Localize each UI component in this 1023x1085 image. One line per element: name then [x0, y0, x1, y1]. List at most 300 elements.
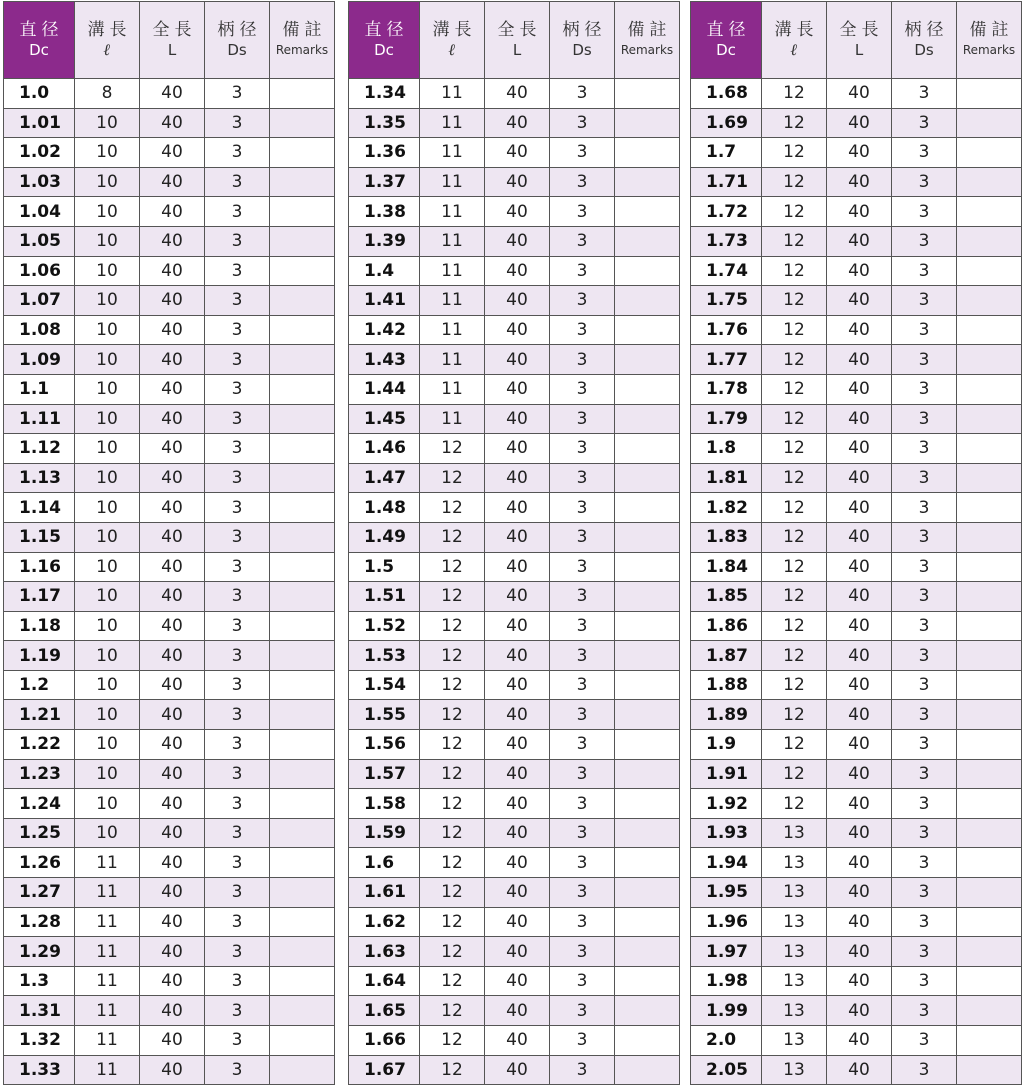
shank-diameter-cell: 3	[892, 463, 957, 493]
overall-length-cell: 40	[485, 937, 550, 967]
remarks-cell	[615, 522, 680, 552]
header-overall-length	[827, 2, 892, 79]
overall-length-cell: 40	[827, 286, 892, 316]
table-row	[4, 700, 335, 730]
overall-length-cell: 40	[827, 1055, 892, 1085]
remarks-cell	[615, 463, 680, 493]
overall-length-cell: 40	[140, 1055, 205, 1085]
diameter-cell: 1.77	[691, 345, 762, 375]
diameter-cell: 1.73	[691, 226, 762, 256]
remarks-cell	[270, 907, 335, 937]
header-flute-length-jp: 溝長	[432, 20, 477, 40]
diameter-cell: 1.79	[691, 404, 762, 434]
shank-diameter-cell: 3	[205, 345, 270, 375]
table-row	[349, 315, 680, 345]
overall-length-cell: 40	[827, 552, 892, 582]
diameter-cell: 1.43	[349, 345, 420, 375]
diameter-cell: 1.81	[691, 463, 762, 493]
diameter-cell: 1.03	[4, 167, 75, 197]
overall-length-cell: 40	[827, 138, 892, 168]
diameter-cell: 1.92	[691, 789, 762, 819]
diameter-cell: 2.05	[691, 1055, 762, 1085]
table-row	[4, 1055, 335, 1085]
table-row	[4, 641, 335, 671]
remarks-cell	[615, 374, 680, 404]
flute-length-cell: 10	[75, 138, 140, 168]
diameter-cell: 1.24	[4, 789, 75, 819]
remarks-cell	[957, 700, 1022, 730]
remarks-cell	[615, 345, 680, 375]
overall-length-cell: 40	[485, 582, 550, 612]
shank-diameter-cell: 3	[550, 226, 615, 256]
diameter-cell: 1.27	[4, 878, 75, 908]
table-row	[691, 670, 1022, 700]
overall-length-cell: 40	[485, 167, 550, 197]
table-row	[691, 966, 1022, 996]
overall-length-cell: 40	[485, 552, 550, 582]
diameter-cell: 1.06	[4, 256, 75, 286]
overall-length-cell: 40	[827, 848, 892, 878]
diameter-cell: 1.3	[4, 966, 75, 996]
remarks-cell	[615, 789, 680, 819]
flute-length-cell: 10	[75, 759, 140, 789]
overall-length-cell: 40	[827, 108, 892, 138]
flute-length-cell: 10	[75, 374, 140, 404]
shank-diameter-cell: 3	[550, 167, 615, 197]
remarks-cell	[270, 552, 335, 582]
table-row	[691, 315, 1022, 345]
table-row	[349, 1055, 680, 1085]
table-row	[349, 759, 680, 789]
diameter-cell: 1.16	[4, 552, 75, 582]
flute-length-cell: 11	[420, 374, 485, 404]
flute-length-cell: 12	[762, 345, 827, 375]
header-overall-length	[485, 2, 550, 79]
remarks-cell	[957, 286, 1022, 316]
diameter-cell: 1.51	[349, 582, 420, 612]
shank-diameter-cell: 3	[892, 374, 957, 404]
diameter-cell: 1.8	[691, 434, 762, 464]
flute-length-cell: 12	[762, 434, 827, 464]
table-row	[349, 167, 680, 197]
shank-diameter-cell: 3	[205, 552, 270, 582]
diameter-cell: 1.95	[691, 878, 762, 908]
remarks-cell	[270, 730, 335, 760]
shank-diameter-cell: 3	[892, 79, 957, 109]
overall-length-cell: 40	[140, 404, 205, 434]
flute-length-cell: 12	[762, 404, 827, 434]
diameter-cell: 1.33	[4, 1055, 75, 1085]
flute-length-cell: 13	[762, 878, 827, 908]
diameter-cell: 1.82	[691, 493, 762, 523]
diameter-cell: 1.83	[691, 522, 762, 552]
shank-diameter-cell: 3	[892, 878, 957, 908]
table-row	[349, 108, 680, 138]
shank-diameter-cell: 3	[205, 374, 270, 404]
flute-length-cell: 11	[420, 197, 485, 227]
shank-diameter-cell: 3	[892, 226, 957, 256]
diameter-cell: 1.39	[349, 226, 420, 256]
diameter-cell: 1.67	[349, 1055, 420, 1085]
remarks-cell	[270, 848, 335, 878]
remarks-cell	[270, 582, 335, 612]
header-overall-length-jp: 全長	[152, 20, 197, 40]
header-flute-length	[762, 2, 827, 79]
header-flute-length-jp: 溝長	[774, 20, 819, 40]
diameter-cell: 1.28	[4, 907, 75, 937]
table-row	[349, 374, 680, 404]
overall-length-cell: 40	[827, 79, 892, 109]
shank-diameter-cell: 3	[550, 256, 615, 286]
shank-diameter-cell: 3	[550, 996, 615, 1026]
overall-length-cell: 40	[485, 315, 550, 345]
shank-diameter-cell: 3	[205, 1055, 270, 1085]
table-row	[349, 256, 680, 286]
table-row	[349, 226, 680, 256]
shank-diameter-cell: 3	[550, 789, 615, 819]
remarks-cell	[615, 818, 680, 848]
overall-length-cell: 40	[827, 700, 892, 730]
flute-length-cell: 8	[75, 79, 140, 109]
header-diameter-en: Dc	[374, 41, 394, 59]
remarks-cell	[270, 1055, 335, 1085]
remarks-cell	[270, 611, 335, 641]
diameter-cell: 1.32	[4, 1026, 75, 1056]
diameter-cell: 1.02	[4, 138, 75, 168]
shank-diameter-cell: 3	[205, 167, 270, 197]
flute-length-cell: 12	[420, 434, 485, 464]
overall-length-cell: 40	[827, 907, 892, 937]
header-remarks	[270, 2, 335, 79]
table-row	[4, 108, 335, 138]
diameter-cell: 1.45	[349, 404, 420, 434]
table-row	[691, 79, 1022, 109]
header-overall-length-jp: 全長	[497, 20, 542, 40]
table-row	[349, 493, 680, 523]
shank-diameter-cell: 3	[550, 1026, 615, 1056]
flute-length-cell: 11	[420, 256, 485, 286]
shank-diameter-cell: 3	[205, 286, 270, 316]
remarks-cell	[270, 374, 335, 404]
overall-length-cell: 40	[485, 641, 550, 671]
flute-length-cell: 12	[762, 197, 827, 227]
overall-length-cell: 40	[827, 730, 892, 760]
header-flute-length	[75, 2, 140, 79]
table-row	[4, 256, 335, 286]
overall-length-cell: 40	[827, 818, 892, 848]
overall-length-cell: 40	[827, 463, 892, 493]
remarks-cell	[615, 848, 680, 878]
flute-length-cell: 10	[75, 226, 140, 256]
flute-length-cell: 10	[75, 404, 140, 434]
shank-diameter-cell: 3	[550, 907, 615, 937]
table-row	[691, 996, 1022, 1026]
diameter-cell: 1.84	[691, 552, 762, 582]
header-shank-diameter	[205, 2, 270, 79]
remarks-cell	[615, 256, 680, 286]
flute-length-cell: 13	[762, 1026, 827, 1056]
overall-length-cell: 40	[827, 374, 892, 404]
overall-length-cell: 40	[140, 108, 205, 138]
remarks-cell	[957, 937, 1022, 967]
table-row	[691, 226, 1022, 256]
flute-length-cell: 12	[420, 848, 485, 878]
header-shank-diameter-jp: 柄径	[904, 20, 949, 40]
flute-length-cell: 12	[420, 759, 485, 789]
header-overall-length-jp: 全長	[839, 20, 884, 40]
table-row	[349, 522, 680, 552]
diameter-cell: 1.21	[4, 700, 75, 730]
overall-length-cell: 40	[140, 522, 205, 552]
flute-length-cell: 12	[420, 907, 485, 937]
header-diameter-jp: 直径	[19, 20, 64, 40]
table-row	[4, 345, 335, 375]
overall-length-cell: 40	[827, 641, 892, 671]
flute-length-cell: 12	[420, 730, 485, 760]
shank-diameter-cell: 3	[550, 818, 615, 848]
overall-length-cell: 40	[485, 79, 550, 109]
table-row	[4, 315, 335, 345]
shank-diameter-cell: 3	[892, 108, 957, 138]
shank-diameter-cell: 3	[205, 611, 270, 641]
table-row	[4, 582, 335, 612]
diameter-cell: 1.65	[349, 996, 420, 1026]
diameter-cell: 1.97	[691, 937, 762, 967]
header-overall-length-en: L	[167, 41, 177, 59]
flute-length-cell: 13	[762, 1055, 827, 1085]
shank-diameter-cell: 3	[892, 759, 957, 789]
header-remarks-jp: 備註	[969, 20, 1014, 40]
table-row	[349, 818, 680, 848]
overall-length-cell: 40	[827, 611, 892, 641]
flute-length-cell: 13	[762, 966, 827, 996]
table-row	[349, 611, 680, 641]
diameter-cell: 1.01	[4, 108, 75, 138]
diameter-cell: 1.37	[349, 167, 420, 197]
flute-length-cell: 12	[762, 286, 827, 316]
shank-diameter-cell: 3	[892, 197, 957, 227]
table-row	[349, 966, 680, 996]
overall-length-cell: 40	[140, 611, 205, 641]
diameter-cell: 1.23	[4, 759, 75, 789]
diameter-cell: 1.4	[349, 256, 420, 286]
shank-diameter-cell: 3	[205, 493, 270, 523]
remarks-cell	[957, 167, 1022, 197]
table-row	[691, 1055, 1022, 1085]
remarks-cell	[270, 1026, 335, 1056]
table-row	[4, 552, 335, 582]
diameter-cell: 1.93	[691, 818, 762, 848]
shank-diameter-cell: 3	[205, 907, 270, 937]
shank-diameter-cell: 3	[550, 463, 615, 493]
overall-length-cell: 40	[485, 996, 550, 1026]
flute-length-cell: 12	[420, 611, 485, 641]
remarks-cell	[270, 256, 335, 286]
remarks-cell	[270, 996, 335, 1026]
remarks-cell	[957, 493, 1022, 523]
table-row	[4, 197, 335, 227]
overall-length-cell: 40	[485, 286, 550, 316]
overall-length-cell: 40	[827, 404, 892, 434]
shank-diameter-cell: 3	[892, 582, 957, 612]
diameter-cell: 1.78	[691, 374, 762, 404]
table-row	[4, 522, 335, 552]
diameter-cell: 1.08	[4, 315, 75, 345]
remarks-cell	[270, 878, 335, 908]
table-row	[4, 818, 335, 848]
diameter-cell: 1.62	[349, 907, 420, 937]
remarks-cell	[957, 434, 1022, 464]
shank-diameter-cell: 3	[205, 848, 270, 878]
table-row	[691, 1026, 1022, 1056]
overall-length-cell: 40	[827, 996, 892, 1026]
diameter-cell: 1.57	[349, 759, 420, 789]
table-row	[4, 138, 335, 168]
overall-length-cell: 40	[485, 256, 550, 286]
shank-diameter-cell: 3	[550, 966, 615, 996]
overall-length-cell: 40	[485, 434, 550, 464]
table-row	[349, 404, 680, 434]
shank-diameter-cell: 3	[205, 256, 270, 286]
shank-diameter-cell: 3	[550, 315, 615, 345]
remarks-cell	[270, 345, 335, 375]
diameter-cell: 1.98	[691, 966, 762, 996]
shank-diameter-cell: 3	[550, 138, 615, 168]
flute-length-cell: 12	[762, 167, 827, 197]
overall-length-cell: 40	[827, 315, 892, 345]
flute-length-cell: 11	[420, 167, 485, 197]
diameter-cell: 1.68	[691, 79, 762, 109]
flute-length-cell: 12	[762, 789, 827, 819]
flute-length-cell: 12	[762, 700, 827, 730]
overall-length-cell: 40	[485, 700, 550, 730]
flute-length-cell: 10	[75, 552, 140, 582]
shank-diameter-cell: 3	[205, 759, 270, 789]
flute-length-cell: 12	[420, 878, 485, 908]
table-row	[349, 848, 680, 878]
remarks-cell	[270, 818, 335, 848]
shank-diameter-cell: 3	[205, 79, 270, 109]
shank-diameter-cell: 3	[205, 226, 270, 256]
remarks-cell	[957, 108, 1022, 138]
remarks-cell	[957, 404, 1022, 434]
remarks-cell	[615, 493, 680, 523]
remarks-cell	[270, 138, 335, 168]
shank-diameter-cell: 3	[892, 138, 957, 168]
diameter-cell: 1.13	[4, 463, 75, 493]
diameter-cell: 1.09	[4, 345, 75, 375]
shank-diameter-cell: 3	[892, 818, 957, 848]
flute-length-cell: 12	[762, 641, 827, 671]
overall-length-cell: 40	[827, 937, 892, 967]
diameter-cell: 1.94	[691, 848, 762, 878]
shank-diameter-cell: 3	[892, 730, 957, 760]
overall-length-cell: 40	[140, 315, 205, 345]
diameter-cell: 1.6	[349, 848, 420, 878]
diameter-cell: 1.88	[691, 670, 762, 700]
remarks-cell	[615, 759, 680, 789]
diameter-cell: 1.49	[349, 522, 420, 552]
overall-length-cell: 40	[827, 226, 892, 256]
remarks-cell	[270, 197, 335, 227]
remarks-cell	[270, 226, 335, 256]
table-row	[691, 848, 1022, 878]
table-row	[349, 345, 680, 375]
table-row	[349, 138, 680, 168]
shank-diameter-cell: 3	[550, 552, 615, 582]
flute-length-cell: 10	[75, 463, 140, 493]
flute-length-cell: 12	[420, 966, 485, 996]
remarks-cell	[957, 315, 1022, 345]
table-row	[349, 286, 680, 316]
flute-length-cell: 11	[75, 937, 140, 967]
overall-length-cell: 40	[140, 670, 205, 700]
overall-length-cell: 40	[485, 670, 550, 700]
overall-length-cell: 40	[140, 700, 205, 730]
shank-diameter-cell: 3	[892, 286, 957, 316]
table-row	[349, 700, 680, 730]
overall-length-cell: 40	[485, 848, 550, 878]
table-row	[349, 197, 680, 227]
overall-length-cell: 40	[140, 641, 205, 671]
remarks-cell	[615, 582, 680, 612]
diameter-cell: 1.47	[349, 463, 420, 493]
remarks-cell	[270, 434, 335, 464]
diameter-cell: 1.34	[349, 79, 420, 109]
header-shank-diameter-jp: 柄径	[562, 20, 607, 40]
remarks-cell	[615, 1055, 680, 1085]
shank-diameter-cell: 3	[205, 878, 270, 908]
diameter-cell: 1.44	[349, 374, 420, 404]
overall-length-cell: 40	[485, 108, 550, 138]
flute-length-cell: 12	[762, 108, 827, 138]
shank-diameter-cell: 3	[550, 611, 615, 641]
shank-diameter-cell: 3	[550, 404, 615, 434]
diameter-cell: 1.46	[349, 434, 420, 464]
flute-length-cell: 10	[75, 789, 140, 819]
flute-length-cell: 10	[75, 582, 140, 612]
shank-diameter-cell: 3	[205, 582, 270, 612]
shank-diameter-cell: 3	[205, 996, 270, 1026]
diameter-cell: 1.69	[691, 108, 762, 138]
table-row	[349, 463, 680, 493]
shank-diameter-cell: 3	[550, 108, 615, 138]
header-diameter-jp: 直径	[364, 20, 409, 40]
diameter-cell: 1.11	[4, 404, 75, 434]
shank-diameter-cell: 3	[550, 641, 615, 671]
flute-length-cell: 13	[762, 818, 827, 848]
diameter-cell: 1.36	[349, 138, 420, 168]
overall-length-cell: 40	[827, 789, 892, 819]
diameter-cell: 1.0	[4, 79, 75, 109]
table-row	[349, 79, 680, 109]
overall-length-cell: 40	[827, 167, 892, 197]
flute-length-cell: 10	[75, 167, 140, 197]
overall-length-cell: 40	[140, 996, 205, 1026]
table-row	[349, 552, 680, 582]
overall-length-cell: 40	[827, 197, 892, 227]
header-diameter-jp: 直径	[706, 20, 751, 40]
table-row	[349, 789, 680, 819]
flute-length-cell: 10	[75, 434, 140, 464]
remarks-cell	[615, 730, 680, 760]
overall-length-cell: 40	[827, 759, 892, 789]
header-diameter	[4, 2, 75, 79]
remarks-cell	[615, 700, 680, 730]
shank-diameter-cell: 3	[205, 700, 270, 730]
shank-diameter-cell: 3	[205, 197, 270, 227]
table-row	[4, 493, 335, 523]
